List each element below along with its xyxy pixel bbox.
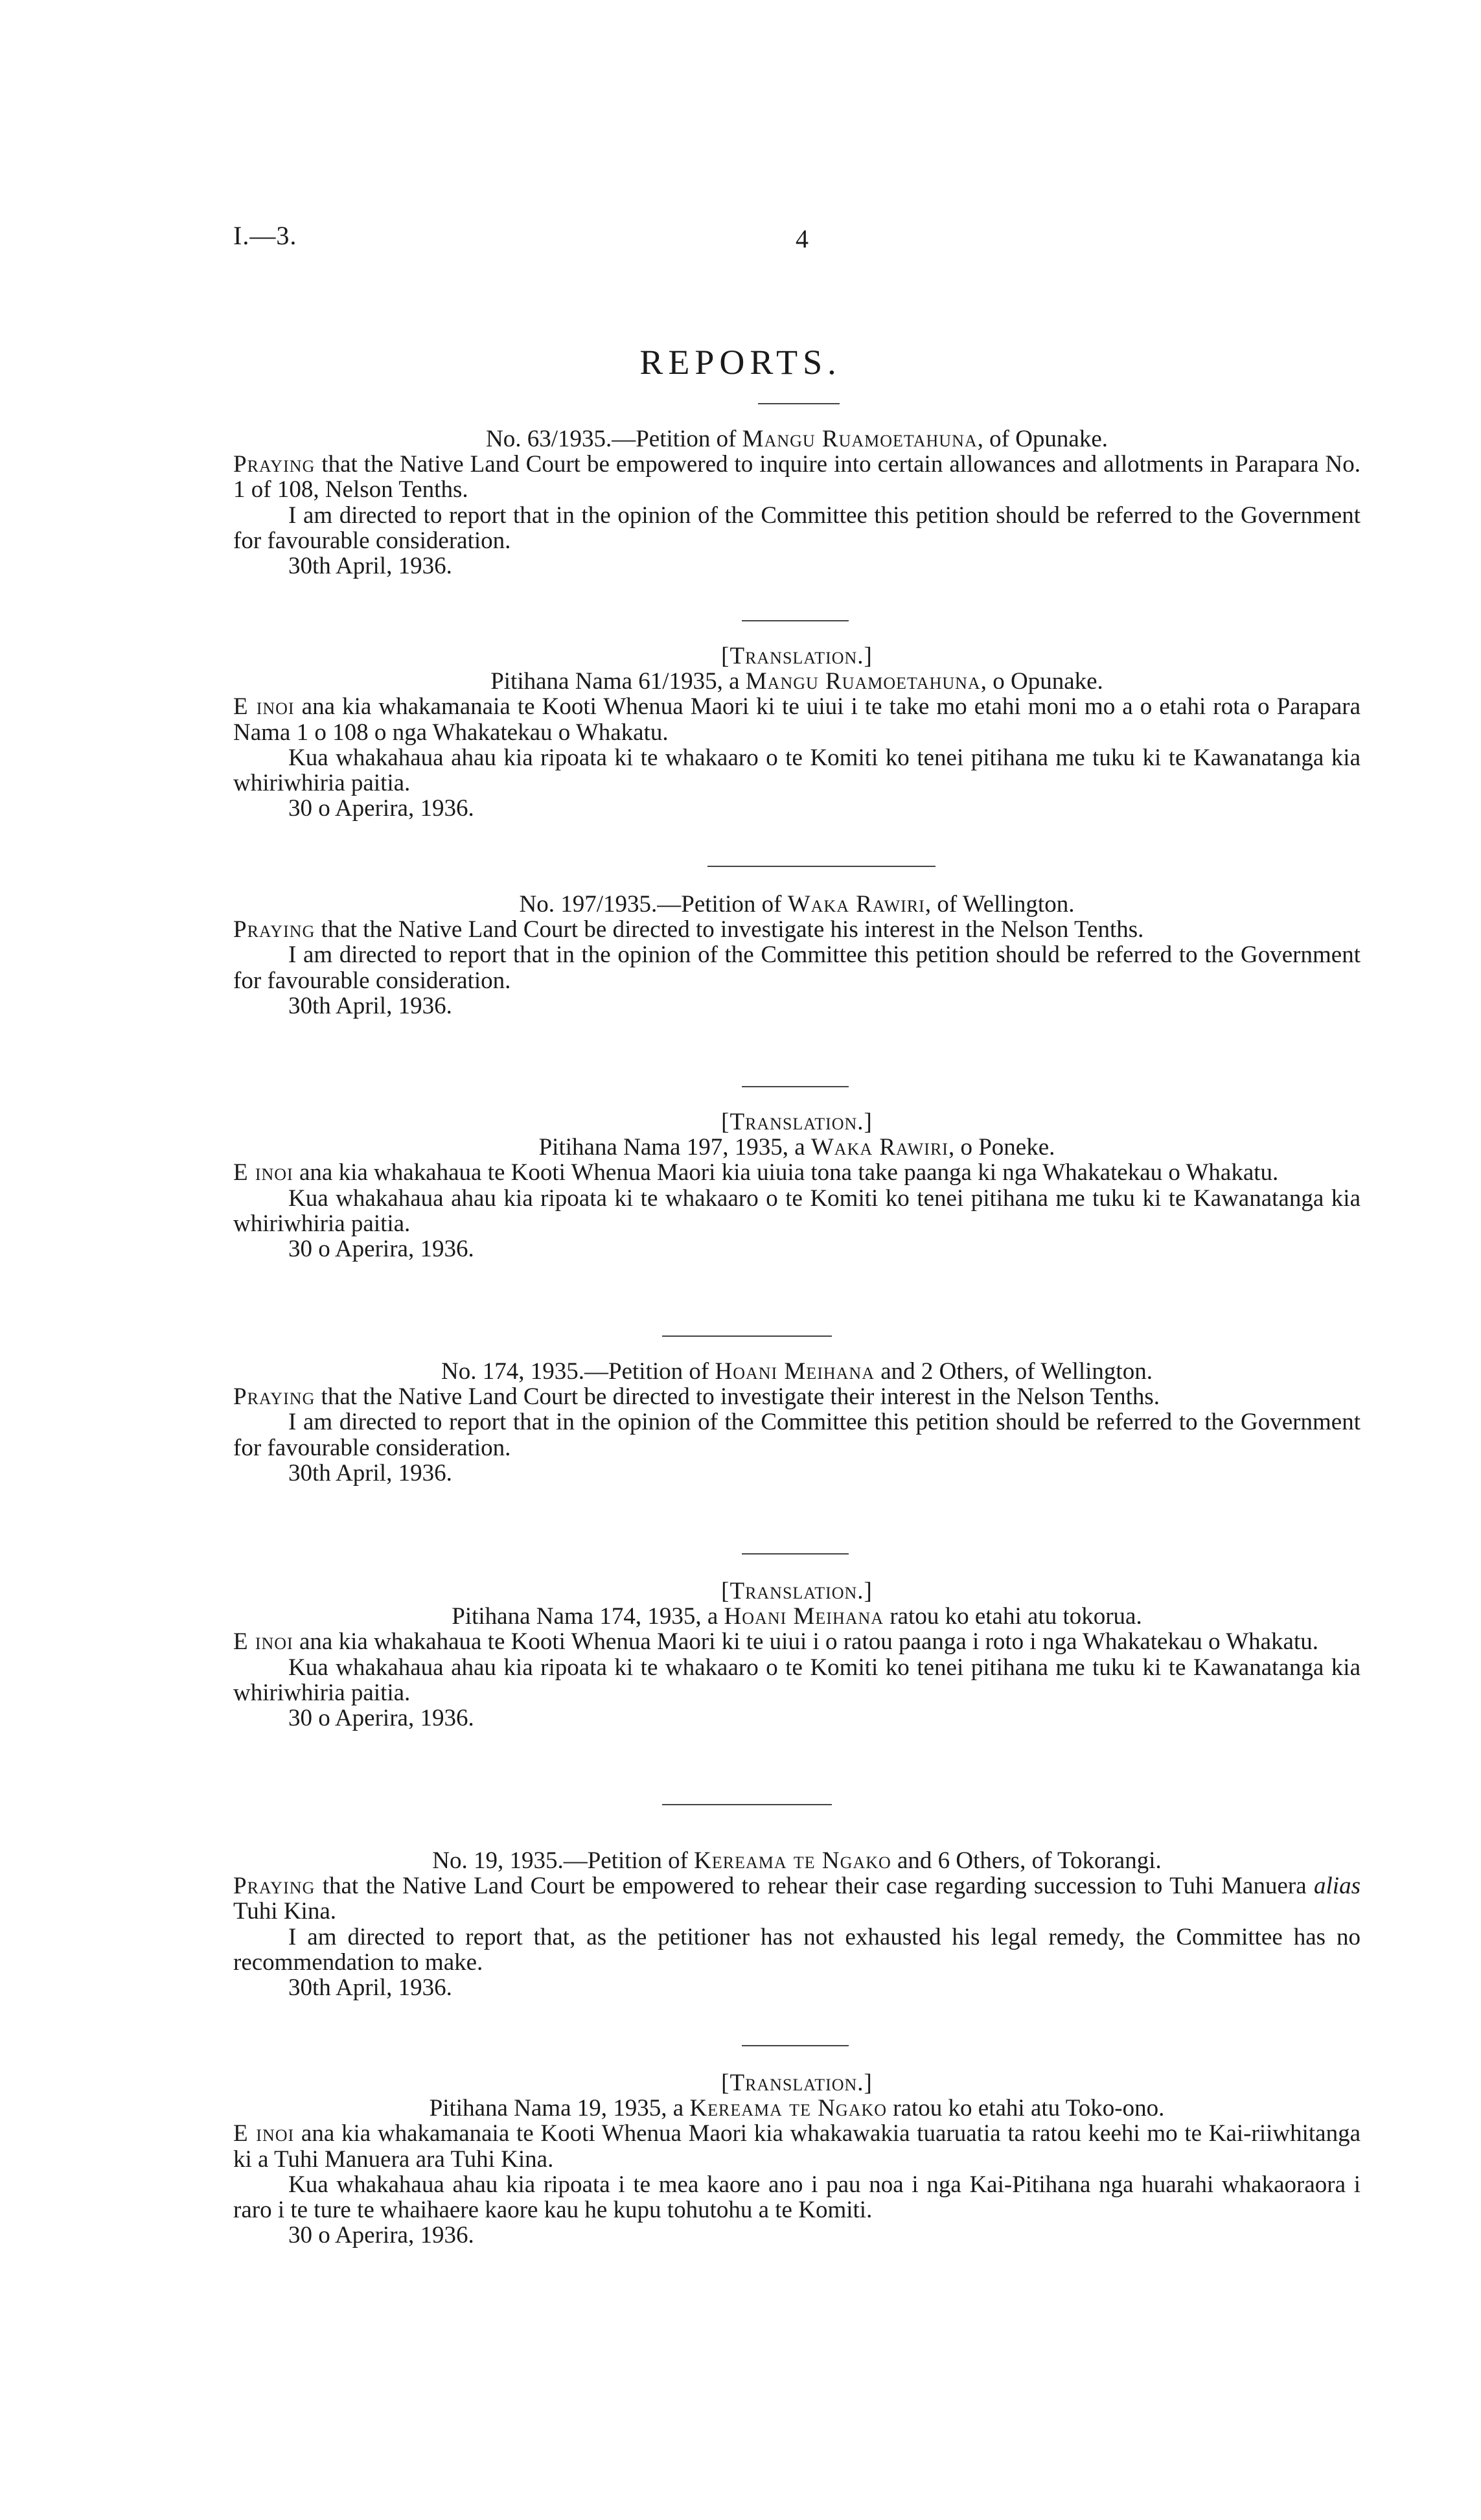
- petition-61-translation: [233, 643, 1360, 822]
- report-paragraph: I am directed to report that in the opinion of the Committee this petition should be referred to the Government for favourable consideration.: [233, 502, 1360, 554]
- page-ref: I.—3.: [233, 221, 297, 250]
- report-date: 30th April, 1936.: [288, 992, 452, 1019]
- page-title: REPORTS.: [639, 343, 842, 382]
- report-paragraph: Kua whakahaua ahau kia ripoata ki te whakaaro o te Komiti ko tenei pitihana me tuku ki te Kawanatanga kia whiriwhiria paitia.: [233, 1185, 1360, 1237]
- petition-197-english: [233, 892, 1360, 1019]
- praying-paragraph: Praying that the Native Land Court be directed to investigate his interest in the Nelson Tenths.: [233, 916, 1144, 943]
- petition-63-english: [233, 426, 1360, 579]
- report-date: 30th April, 1936.: [288, 1974, 452, 2002]
- report-date: 30th April, 1936.: [288, 1459, 452, 1486]
- petition-197-translation: [233, 1109, 1360, 1262]
- section-rule: [707, 866, 936, 867]
- petition-19-english: [233, 1848, 1360, 2000]
- section-rule: [742, 1086, 849, 1087]
- title-rule: [758, 403, 840, 404]
- report-paragraph: I am directed to report that in the opinion of the Committee this petition should be referred to the Government for favourable consideration.: [233, 942, 1360, 994]
- petition-heading: Pitihana Nama 197, 1935, a Waka Rawiri, o Poneke.: [538, 1134, 1055, 1161]
- praying-paragraph: E inoi ana kia whakamanaia te Kooti Whenua Maori kia whakawakia tuaruatia ta ratou keehi mo te Kai-riiwhitanga ki a Tuhi Manuera ara Tuhi Kina.: [233, 2120, 1360, 2173]
- section-rule: [662, 1804, 832, 1805]
- report-paragraph: Kua whakahaua ahau kia ripoata i te mea kaore ano i pau noa i nga Kai-Pitihana nga huarahi whakaoraora i raro i te ture te whaihaere kaore kau he kupu tohutohu a te Komiti.: [233, 2171, 1360, 2224]
- translation-label: [Translation.]: [721, 1109, 873, 1135]
- translation-label: [Translation.]: [721, 643, 873, 669]
- report-date: 30 o Aperira, 1936.: [288, 2222, 474, 2249]
- report-date: 30 o Aperira, 1936.: [288, 1705, 474, 1732]
- petition-heading: No. 19, 1935.—Petition of Kereama te Ngako and 6 Others, of Tokorangi.: [432, 1847, 1162, 1874]
- translation-label: [Translation.]: [721, 1578, 873, 1604]
- praying-paragraph: E inoi ana kia whakahaua te Kooti Whenua Maori kia uiuia tona take paanga ki nga Whakatekau o Whakatu.: [233, 1159, 1279, 1186]
- petition-heading: Pitihana Nama 61/1935, a Mangu Ruamoetahuna, o Opunake.: [490, 668, 1103, 695]
- praying-paragraph: E inoi ana kia whakamanaia te Kooti Whenua Maori ki te uiui i te take mo etahi moni mo a o etahi rota o Parapara Nama 1 o 108 o nga Whakatekau o Whakatu.: [233, 693, 1360, 746]
- praying-paragraph: Praying that the Native Land Court be directed to investigate their interest in the Nelson Tenths.: [233, 1383, 1160, 1411]
- petition-heading: No. 63/1935.—Petition of Mangu Ruamoetahuna, of Opunake.: [485, 426, 1108, 452]
- report-date: 30 o Aperira, 1936.: [288, 1236, 474, 1263]
- report-paragraph: Kua whakahaua ahau kia ripoata ki te whakaaro o te Komiti ko tenei pitihana me tuku ki te Kawanatanga kia whiriwhiria paitia.: [233, 1654, 1360, 1706]
- report-date: 30 o Aperira, 1936.: [288, 795, 474, 822]
- page-number: 4: [796, 224, 809, 253]
- petition-heading: Pitihana Nama 19, 1935, a Kereama te Ngako ratou ko etahi atu Toko-ono.: [429, 2095, 1165, 2122]
- report-paragraph: Kua whakahaua ahau kia ripoata ki te whakaaro o te Komiti ko tenei pitihana me tuku ki te Kawanatanga kia whiriwhiria paitia.: [233, 744, 1360, 797]
- report-paragraph: I am directed to report that, as the petitioner has not exhausted his legal remedy, the Committee has no recommendation to make.: [233, 1923, 1360, 1976]
- report-date: 30th April, 1936.: [288, 553, 452, 580]
- section-rule: [742, 1553, 849, 1555]
- praying-paragraph: E inoi ana kia whakahaua te Kooti Whenua Maori ki te uiui i o ratou paanga i roto i nga Whakatekau o Whakatu.: [233, 1628, 1318, 1656]
- petition-heading: No. 174, 1935.—Petition of Hoani Meihana and 2 Others, of Wellington.: [441, 1358, 1153, 1385]
- praying-paragraph: Praying that the Native Land Court be empowered to rehear their case regarding succession to Tuhi Manuera alias Tuhi Kina.: [233, 1873, 1360, 1925]
- section-rule: [742, 620, 849, 621]
- petition-heading: Pitihana Nama 174, 1935, a Hoani Meihana ratou ko etahi atu tokorua.: [452, 1603, 1142, 1630]
- praying-paragraph: Praying that the Native Land Court be empowered to inquire into certain allowances and allotments in Parapara No. 1 of 108, Nelson Tenths.: [233, 451, 1360, 503]
- petition-174-translation: [233, 1578, 1360, 1731]
- petition-19-translation: [233, 2070, 1360, 2248]
- section-rule: [742, 2045, 849, 2046]
- translation-label: [Translation.]: [721, 2070, 873, 2096]
- petition-174-english: [233, 1359, 1360, 1486]
- report-paragraph: I am directed to report that in the opinion of the Committee this petition should be referred to the Government for favourable consideration.: [233, 1409, 1360, 1461]
- section-rule: [662, 1335, 832, 1337]
- petition-heading: No. 197/1935.—Petition of Waka Rawiri, of Wellington.: [519, 891, 1075, 918]
